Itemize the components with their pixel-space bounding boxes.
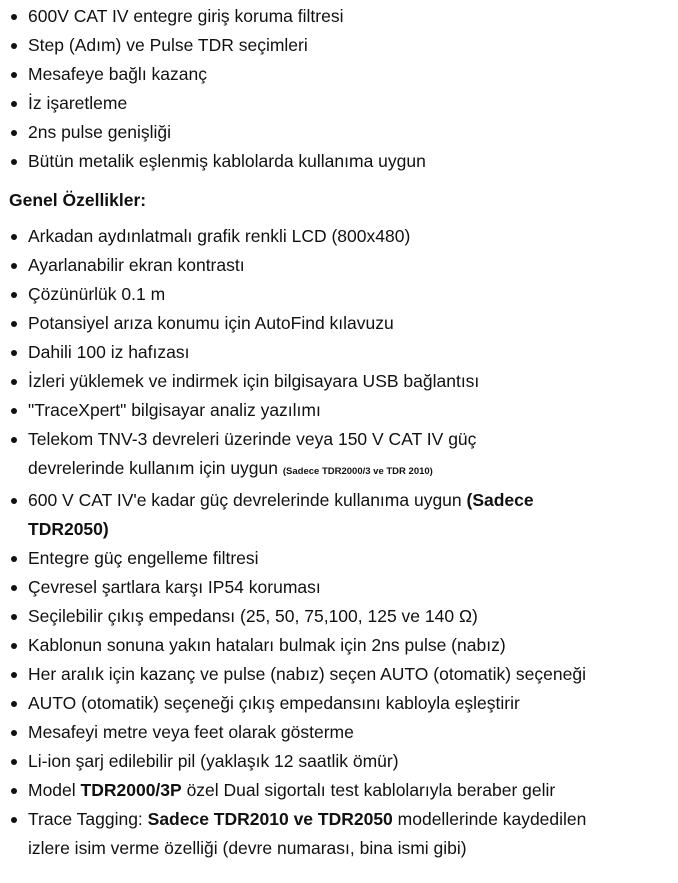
feature-list-top [0, 2, 678, 176]
bullet-icon [11, 730, 17, 736]
list-item-text: Potansiyel arıza konumu için AutoFind kılavuzu [28, 313, 394, 333]
list-item-text: Çözünürlük 0.1 m [28, 284, 166, 304]
list-item [0, 660, 678, 689]
list-item-text: Telekom TNV-3 devreleri üzerinde veya 150 V CAT IV güç [28, 429, 477, 449]
list-item-text: Arkadan aydınlatmalı grafik renkli LCD (800x480) [28, 226, 411, 246]
model-name: Sadece TDR2010 ve TDR2050 [147, 809, 393, 829]
list-item [0, 309, 678, 338]
bullet-icon [11, 263, 17, 269]
list-item [0, 31, 678, 60]
list-item-text: Model [28, 780, 81, 800]
list-item-model [0, 776, 678, 805]
bullet-icon [11, 701, 17, 707]
bullet-icon [11, 817, 17, 823]
list-item-text: devrelerinde kullanım için uygun [28, 458, 283, 478]
list-item-trace [0, 805, 678, 863]
bullet-icon [11, 556, 17, 562]
list-item [0, 2, 678, 31]
list-item-text: "TraceXpert" bilgisayar analiz yazılımı [28, 400, 321, 420]
list-item [0, 544, 678, 573]
list-item-text: modellerinde kaydedilen [392, 809, 587, 829]
list-item [0, 573, 678, 602]
list-item-text: Kablonun sonuna yakın hataları bulmak için 2ns pulse (nabız) [28, 635, 506, 655]
bullet-icon [11, 408, 17, 414]
list-item [0, 147, 678, 176]
list-item [0, 631, 678, 660]
list-item-text: Seçilebilir çıkış empedansı (25, 50, 75,100, 125 ve 140 Ω) [28, 606, 478, 626]
list-item [0, 367, 678, 396]
bullet-icon [11, 643, 17, 649]
list-item-text: Step (Adım) ve Pulse TDR seçimleri [28, 35, 308, 55]
list-item-text: İzleri yüklemek ve indirmek için bilgisayara USB bağlantısı [28, 371, 480, 391]
bullet-icon [11, 585, 17, 591]
list-item [0, 396, 678, 425]
list-item [0, 338, 678, 367]
model-note: (Sadece TDR2000/3 ve TDR 2010) [282, 466, 433, 477]
list-item-text: özel Dual sigortalı test kablolarıyla beraber gelir [181, 780, 556, 800]
bullet-icon [11, 321, 17, 327]
list-item-text: izlere isim verme özelliği (devre numarası, bina ismi gibi) [28, 838, 467, 858]
bullet-icon [11, 101, 17, 107]
list-item-cat [0, 486, 678, 544]
bullet-icon [11, 292, 17, 298]
bullet-icon [11, 379, 17, 385]
list-item-text: Trace Tagging: [28, 809, 148, 829]
list-item-text: Çevresel şartlara karşı IP54 koruması [28, 577, 321, 597]
list-item-text: Entegre güç engelleme filtresi [28, 548, 259, 568]
model-note: TDR2050) [28, 519, 109, 539]
list-item-text: Li-ion şarj edilebilir pil (yaklaşık 12 saatlik ömür) [28, 751, 399, 771]
list-item-text: Dahili 100 iz hafızası [28, 342, 190, 362]
list-item [0, 689, 678, 718]
list-item [0, 89, 678, 118]
list-item-text: Mesafeyi metre veya feet olarak gösterme [28, 722, 354, 742]
list-item [0, 251, 678, 280]
list-item-text: Her aralık için kazanç ve pulse (nabız) seçen AUTO (otomatik) seçeneği [28, 664, 586, 684]
bullet-icon [11, 614, 17, 620]
list-item [0, 747, 678, 776]
bullet-icon [11, 788, 17, 794]
bullet-icon [11, 72, 17, 78]
bullet-icon [11, 350, 17, 356]
list-item [0, 60, 678, 89]
list-item [0, 718, 678, 747]
list-item-text: Mesafeye bağlı kazanç [28, 64, 207, 84]
bullet-icon [11, 43, 17, 49]
list-item [0, 602, 678, 631]
model-name: TDR2000/3P [80, 780, 182, 800]
list-item-text: Ayarlanabilir ekran kontrastı [28, 255, 245, 275]
bullet-icon [11, 759, 17, 765]
bullet-icon [11, 159, 17, 165]
bullet-icon [11, 14, 17, 20]
bullet-icon [11, 130, 17, 136]
bullet-icon [11, 437, 17, 443]
list-item-text: İz işaretleme [28, 93, 128, 113]
bullet-icon [11, 498, 17, 504]
list-item [0, 280, 678, 309]
section-heading: Genel Özellikler: [9, 190, 147, 210]
model-note: (Sadece [466, 490, 534, 510]
list-item-text: AUTO (otomatik) seçeneği çıkış empedansını kabloyla eşleştirir [28, 693, 520, 713]
list-item-text: 600V CAT IV entegre giriş koruma filtresi [28, 6, 344, 26]
list-item-tnv [0, 425, 678, 486]
bullet-icon [11, 672, 17, 678]
bullet-icon [11, 234, 17, 240]
list-item-text: 2ns pulse genişliği [28, 122, 172, 142]
list-item [0, 222, 678, 251]
list-item-text: Bütün metalik eşlenmiş kablolarda kullanıma uygun [28, 151, 426, 171]
list-item-text: 600 V CAT IV'e kadar güç devrelerinde kullanıma uygun [28, 490, 467, 510]
feature-list-general [0, 222, 678, 863]
list-item [0, 118, 678, 147]
